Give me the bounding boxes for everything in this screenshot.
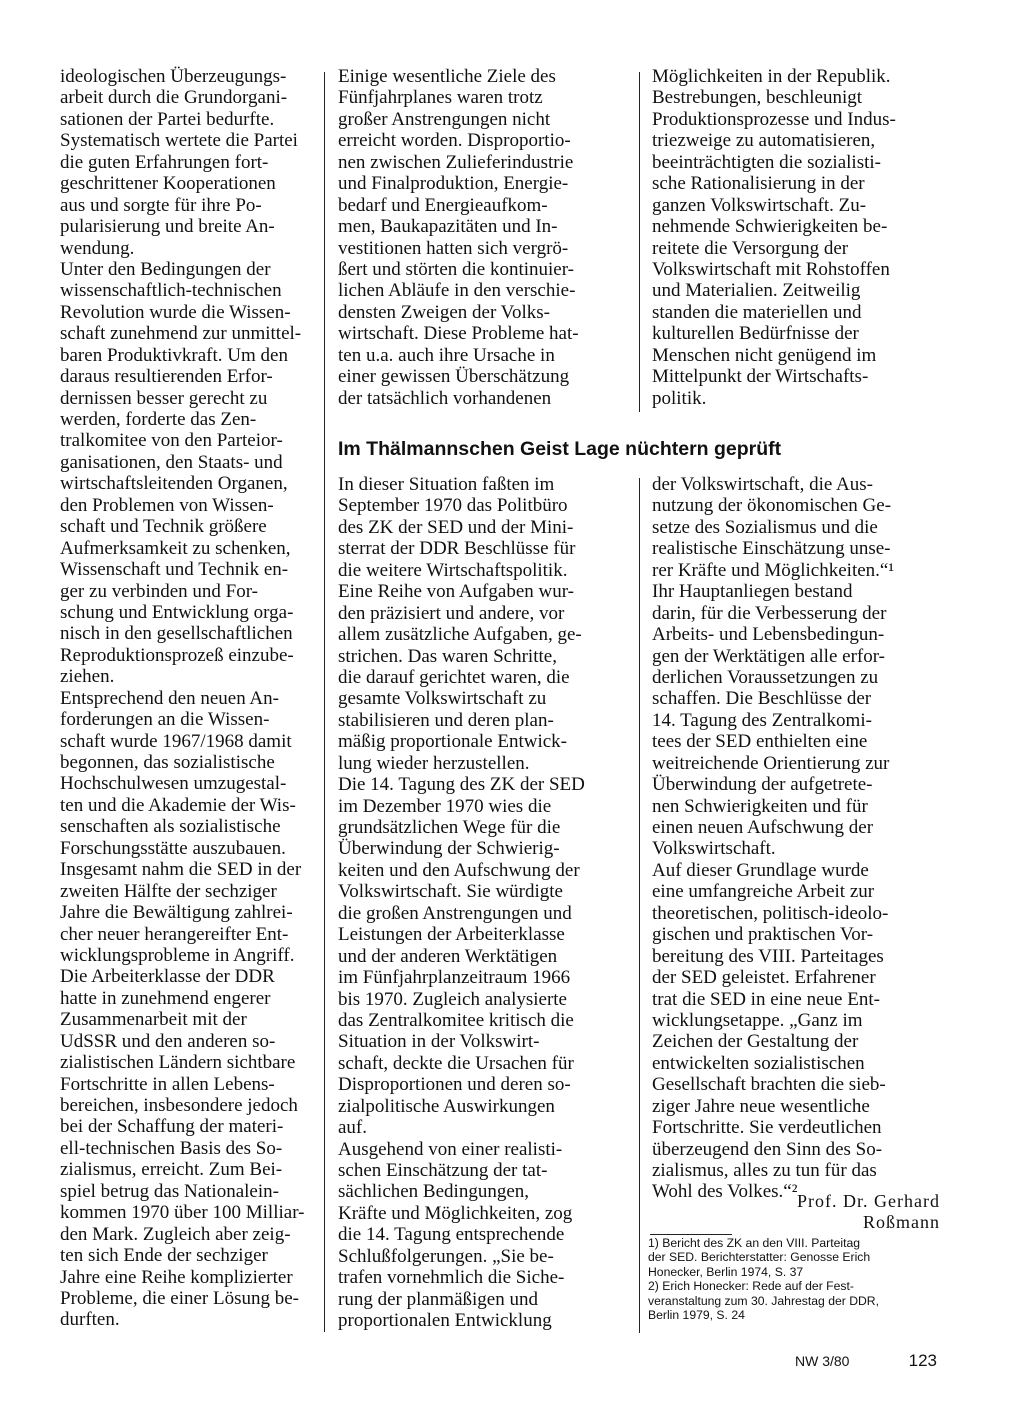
- text-line: daraus resultierenden Erfor-: [60, 366, 273, 388]
- text-line: strichen. Das waren Schritte,: [338, 645, 557, 667]
- author-name-line1: Prof. Dr. Gerhard: [797, 1191, 940, 1211]
- text-line: rung der planmäßigen und: [338, 1288, 538, 1310]
- text-line: 1) Bericht des ZK an den VIII. Parteitag: [648, 1236, 861, 1250]
- text-line: baren Produktivkraft. Um den: [60, 344, 288, 366]
- text-line: Fortschritte in allen Lebens-: [60, 1073, 275, 1095]
- text-line: wendung.: [60, 237, 135, 259]
- text-line: schung und Entwicklung orga-: [60, 601, 294, 623]
- text-line: Eine Reihe von Aufgaben wur-: [338, 581, 574, 603]
- text-line: ziger Jahre neue wesentliche: [652, 1095, 870, 1117]
- text-line: Zusammenarbeit mit der: [60, 1009, 247, 1031]
- text-line: der Volkswirtschaft, die Aus-: [652, 474, 873, 495]
- column-left: [60, 66, 314, 1331]
- text-line: Entsprechend den neuen An-: [60, 687, 279, 709]
- text-line: ganisationen, den Staats- und: [60, 451, 283, 473]
- text-line: wicklungsprobleme in Angriff.: [60, 944, 295, 966]
- text-line: Überwindung der aufgetrete-: [652, 774, 873, 796]
- text-line: der SED geleistet. Erfahrener: [652, 967, 876, 989]
- text-line: trafen vornehmlich die Siche-: [338, 1267, 565, 1289]
- text-line: Die 14. Tagung des ZK der SED: [338, 774, 585, 796]
- text-line: nisch in den gesellschaftlichen: [60, 623, 293, 645]
- text-line: werden, forderte das Zen-: [60, 409, 257, 430]
- text-line: vestitionen hatten sich vergrö-: [338, 237, 569, 259]
- text-line: Gesellschaft brachten die sieb-: [652, 1074, 886, 1096]
- text-line: bereitung des VIII. Parteitages: [652, 945, 884, 967]
- text-line: bedarf und Energieaufkom-: [338, 194, 548, 216]
- text-line: auf.: [338, 1117, 368, 1139]
- text-line: Zeichen der Gestaltung der: [652, 1031, 859, 1053]
- text-line: kommen 1970 über 100 Milliar-: [60, 1202, 305, 1224]
- text-line: zialismus, erreicht. Zum Bei-: [60, 1159, 283, 1181]
- text-line: Fünfjahrplanes waren trotz: [338, 87, 543, 109]
- text-line: forderungen an die Wissen-: [60, 709, 270, 731]
- text-line: das Zentralkomitee kritisch die: [338, 1009, 574, 1031]
- page-number: 123: [908, 1351, 937, 1370]
- text-line: triezweige zu automatisieren,: [652, 130, 876, 152]
- text-line: allem zusätzliche Aufgaben, ge-: [338, 624, 582, 646]
- text-line: zialistischen Ländern sichtbare: [60, 1052, 296, 1074]
- text-line: Ausgehend von einer realisti-: [338, 1138, 563, 1160]
- text-line: zialismus, alles zu tun für das: [652, 1160, 877, 1181]
- text-line: mäßig proportionale Entwick-: [338, 731, 567, 753]
- text-line: Ihr Hauptanliegen bestand: [652, 581, 853, 603]
- text-line: gesamte Volkswirtschaft zu: [338, 688, 547, 710]
- text-line: tees der SED enthielten eine: [652, 731, 868, 753]
- text-line: politik.: [652, 387, 707, 409]
- text-line: bereichen, insbesondere jedoch: [60, 1095, 298, 1116]
- text-line: im Dezember 1970 wies die: [338, 795, 552, 817]
- text-line: sationen der Partei bedurfte.: [60, 108, 275, 130]
- text-line: einen neuen Aufschwung der: [652, 817, 874, 838]
- text-line: die großen Anstrengungen und: [338, 902, 572, 924]
- text-line: großer Anstrengungen nicht: [338, 108, 551, 130]
- text-line: 2) Erich Honecker: Rede auf der Fest-: [648, 1279, 854, 1294]
- text-line: rer Kräfte und Möglichkeiten.“¹: [652, 559, 895, 581]
- text-line: grundsätzlichen Wege für die: [338, 817, 561, 838]
- text-line: men, Baukapazitäten und In-: [338, 216, 558, 238]
- text-line: lung wieder herzustellen.: [338, 752, 530, 774]
- text-line: Schlußfolgerungen. „Sie be-: [338, 1245, 554, 1267]
- text-line: Mittelpunkt der Wirtschafts-: [652, 366, 869, 388]
- text-line: Reproduktionsprozeß einzube-: [60, 644, 294, 666]
- text-line: Volkswirtschaft mit Rohstoffen: [652, 258, 890, 280]
- text-line: Hochschulwesen umzugestal-: [60, 773, 287, 795]
- text-line: aus und sorgte für ihre Po-: [60, 194, 262, 216]
- text-line: Insgesamt nahm die SED in der: [60, 859, 302, 881]
- text-line: Einige wesentliche Ziele des: [338, 66, 556, 87]
- text-line: ger zu verbinden und For-: [60, 580, 259, 602]
- text-line: Unter den Bedingungen der: [60, 258, 271, 280]
- text-line: Revolution wurde die Wissen-: [60, 301, 291, 323]
- text-line: Die Arbeiterklasse der DDR: [60, 966, 275, 988]
- text-line: sche Rationalisierung in der: [652, 173, 865, 195]
- column-rule-left: [324, 72, 325, 1332]
- text-line: die weitere Wirtschaftspolitik.: [338, 559, 568, 581]
- text-line: schaffen. Die Beschlüsse der: [652, 688, 872, 710]
- text-line: bei der Schaffung der materi-: [60, 1116, 284, 1138]
- text-line: eine umfangreiche Arbeit zur: [652, 881, 875, 903]
- column-middle-top: [338, 66, 626, 409]
- text-line: Forschungsstätte auszubauen.: [60, 837, 286, 859]
- author-name-line2: Roßmann: [863, 1212, 940, 1232]
- text-line: wissenschaftlich-technischen: [60, 280, 282, 302]
- text-line: lichen Abläufe in den verschie-: [338, 280, 576, 302]
- text-line: Disproportionen und deren so-: [338, 1074, 571, 1096]
- text-line: nen zwischen Zulieferindustrie: [338, 151, 574, 173]
- text-line: schaft zunehmend zur unmittel-: [60, 323, 302, 345]
- page-footer: [795, 1351, 945, 1373]
- text-line: kulturellen Bedürfnisse der: [652, 323, 859, 345]
- text-line: überzeugend den Sinn des So-: [652, 1138, 883, 1160]
- text-line: durften.: [60, 1309, 120, 1331]
- text-line: pularisierung und breite An-: [60, 216, 275, 238]
- text-line: tralkomitee von den Parteior-: [60, 430, 283, 452]
- footnote-rule: [650, 1234, 732, 1235]
- text-line: gen der Werktätigen alle erfor-: [652, 645, 886, 667]
- text-line: arbeit durch die Grundorgani-: [60, 87, 288, 109]
- text-line: Wissenschaft und Technik en-: [60, 559, 289, 581]
- column-right-top: [652, 66, 942, 409]
- text-line: Jahre eine Reihe komplizierter: [60, 1266, 293, 1288]
- text-line: ßert und störten die kontinuier-: [338, 258, 575, 280]
- text-line: des ZK der SED und der Mini-: [338, 516, 574, 538]
- text-line: nehmende Schwierigkeiten be-: [652, 216, 888, 238]
- issue-label: NW 3/80: [795, 1353, 850, 1369]
- text-line: trat die SED in eine neue Ent-: [652, 988, 880, 1010]
- text-line: nutzung der ökonomischen Ge-: [652, 495, 892, 517]
- text-line: darin, für die Verbesserung der: [652, 602, 887, 624]
- text-line: September 1970 das Politbüro: [338, 495, 568, 517]
- text-line: In dieser Situation faßten im: [338, 474, 555, 495]
- text-line: veranstaltung zum 30. Jahrestag der DDR,: [648, 1293, 879, 1308]
- text-line: ziehen.: [60, 666, 115, 688]
- text-line: den Mark. Zugleich aber zeig-: [60, 1223, 291, 1245]
- text-line: schen Einschätzung der tat-: [338, 1160, 548, 1181]
- author-signature: [650, 1191, 940, 1233]
- text-line: realistische Einschätzung unse-: [652, 538, 891, 560]
- text-line: keiten und den Aufschwung der: [338, 859, 580, 881]
- text-line: 14. Tagung des Zentralkomi-: [652, 709, 872, 731]
- text-line: Produktionsprozesse und Indus-: [652, 108, 896, 130]
- text-line: UdSSR und den anderen so-: [60, 1030, 276, 1052]
- text-line: stabilisieren und deren plan-: [338, 709, 554, 731]
- text-line: ell-technischen Basis des So-: [60, 1137, 283, 1159]
- text-line: Auf dieser Grundlage wurde: [652, 859, 869, 881]
- text-line: wirtschaftsleitenden Organen,: [60, 473, 288, 495]
- text-line: beeinträchtigten die sozialisti-: [652, 151, 881, 173]
- text-line: Volkswirtschaft.: [652, 838, 776, 860]
- text-line: Situation in der Volkswirt-: [338, 1031, 540, 1053]
- text-line: den präzisiert und andere, vor: [338, 602, 565, 624]
- text-line: Fortschritte. Sie verdeutlichen: [652, 1117, 882, 1139]
- text-line: ideologischen Überzeugungs-: [60, 66, 287, 87]
- text-line: begonnen, das sozialistische: [60, 752, 275, 773]
- text-line: hatte in zunehmend engerer: [60, 987, 271, 1009]
- text-line: der tatsächlich vorhandenen: [338, 387, 552, 409]
- text-line: Arbeits- und Lebensbedingun-: [652, 624, 885, 646]
- text-line: reitete die Versorgung der: [652, 237, 849, 259]
- text-line: sterrat der DDR Beschlüsse für: [338, 538, 576, 560]
- text-line: ten und die Akademie der Wis-: [60, 794, 296, 816]
- text-line: ten u.a. auch ihre Ursache in: [338, 344, 555, 366]
- section-heading: Im Thälmannschen Geist Lage nüchtern geprüft: [338, 438, 782, 460]
- column-rule-middle-bottom: [639, 478, 640, 1333]
- text-line: den Problemen von Wissen-: [60, 494, 274, 516]
- text-line: standen die materiellen und: [652, 301, 862, 323]
- text-line: schaft wurde 1967/1968 damit: [60, 730, 292, 752]
- text-line: wirtschaft. Diese Probleme hat-: [338, 323, 579, 345]
- text-line: zweiten Hälfte der sechziger: [60, 880, 277, 902]
- text-line: einer gewissen Überschätzung: [338, 366, 570, 388]
- text-line: die darauf gerichtet waren, die: [338, 666, 570, 688]
- text-line: ten sich Ende der sechziger: [60, 1245, 268, 1267]
- text-line: schaft, deckte die Ursachen für: [338, 1052, 574, 1074]
- text-line: erreicht worden. Disproportio-: [338, 130, 571, 152]
- text-line: die 14. Tagung entsprechende: [338, 1224, 565, 1246]
- text-line: und Finalproduktion, Energie-: [338, 173, 569, 195]
- text-line: Aufmerksamkeit zu schenken,: [60, 537, 291, 559]
- text-line: derlichen Voraussetzungen zu: [652, 666, 879, 688]
- text-line: gischen und praktischen Vor-: [652, 924, 874, 946]
- text-line: nen Schwierigkeiten und für: [652, 795, 868, 817]
- text-line: proportionalen Entwicklung: [338, 1310, 552, 1332]
- text-line: Probleme, die einer Lösung be-: [60, 1287, 300, 1309]
- text-line: und der anderen Werktätigen: [338, 945, 558, 967]
- text-line: Volkswirtschaft. Sie würdigte: [338, 881, 563, 903]
- text-line: zialpolitische Auswirkungen: [338, 1095, 555, 1117]
- text-line: sächlichen Bedingungen,: [338, 1181, 530, 1203]
- text-line: densten Zweigen der Volks-: [338, 301, 550, 323]
- text-line: und Materialien. Zeitweilig: [652, 280, 861, 302]
- text-line: Bestrebungen, beschleunigt: [652, 87, 863, 109]
- text-line: bis 1970. Zugleich analysierte: [338, 988, 567, 1010]
- text-line: Möglichkeiten in der Republik.: [652, 66, 891, 87]
- text-line: cher neuer herangereifter Ent-: [60, 923, 289, 945]
- text-line: Leistungen der Arbeiterklasse: [338, 924, 565, 946]
- text-line: Systematisch wertete die Partei: [60, 130, 298, 152]
- text-line: der SED. Berichterstatter: Genosse Erich: [648, 1250, 871, 1265]
- text-line: theoretischen, politisch-ideolo-: [652, 902, 889, 924]
- text-line: Überwindung der Schwierig-: [338, 838, 560, 860]
- column-right-bottom: [652, 474, 942, 1203]
- text-line: senschaften als sozialistische: [60, 816, 281, 838]
- text-line: Menschen nicht genügend im: [652, 344, 877, 366]
- text-line: im Fünfjahrplanzeitraum 1966: [338, 967, 571, 989]
- text-line: Honecker, Berlin 1974, S. 37: [648, 1264, 804, 1279]
- text-line: geschrittener Kooperationen: [60, 173, 276, 195]
- text-line: weitreichende Orientierung zur: [652, 752, 890, 774]
- text-line: ganzen Volkswirtschaft. Zu-: [652, 194, 867, 216]
- text-line: Jahre die Bewältigung zahlrei-: [60, 902, 293, 924]
- text-line: die guten Erfahrungen fort-: [60, 151, 269, 173]
- text-line: dernissen besser gerecht zu: [60, 387, 268, 409]
- text-line: Wohl des Volkes.“²: [652, 1181, 798, 1203]
- column-middle-bottom: [338, 474, 626, 1332]
- column-rule-middle-top: [639, 72, 640, 412]
- footnotes: [648, 1236, 943, 1322]
- text-line: Berlin 1979, S. 24: [648, 1307, 745, 1322]
- text-line: wicklungsetappe. „Ganz im: [652, 1009, 863, 1031]
- text-line: schaft und Technik größere: [60, 516, 267, 538]
- text-line: setze des Sozialismus und die: [652, 516, 878, 538]
- text-line: spiel betrug das Nationalein-: [60, 1180, 279, 1202]
- text-line: Kräfte und Möglichkeiten, zog: [338, 1202, 573, 1224]
- text-line: entwickelten sozialistischen: [652, 1052, 865, 1074]
